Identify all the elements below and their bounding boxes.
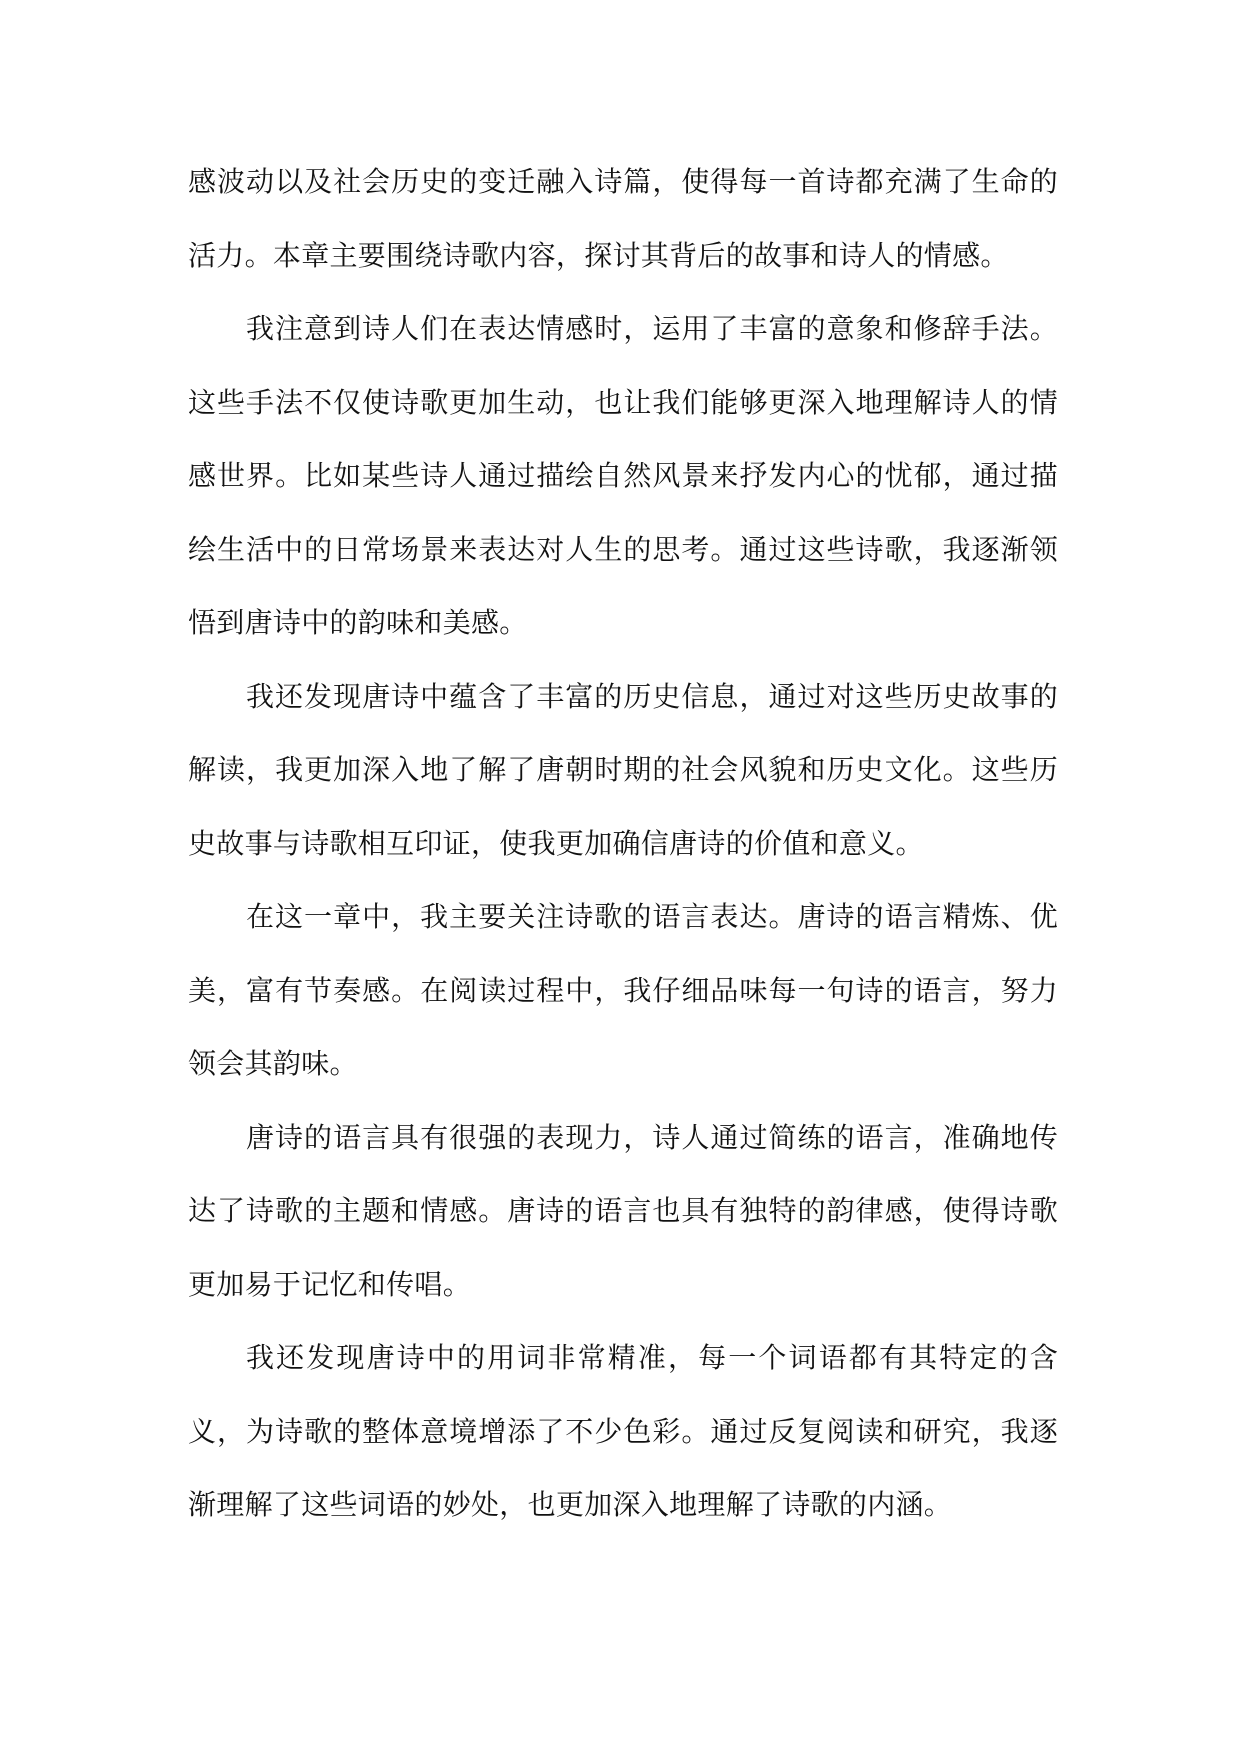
paragraph-imagery: 我注意到诗人们在表达情感时，运用了丰富的意象和修辞手法。这些手法不仅使诗歌更加生动，也让我们能够更深入地理解诗人的情感世界。比如某些诗人通过描绘自然风景来抒发内心的忧郁，通过描绘生活中的日常场景来表达对人生的思考。通过这些诗歌，我逐渐领悟到唐诗中的韵味和美感。 <box>188 312 1058 639</box>
paragraph-word-choice: 我还发现唐诗中的用词非常精准，每一个词语都有其特定的含义，为诗歌的整体意境增添了不少色彩。通过反复阅读和研究，我逐渐理解了这些词语的妙处，也更加深入地理解了诗歌的内涵。 <box>188 1341 1058 1521</box>
paragraph-history: 我还发现唐诗中蕴含了丰富的历史信息，通过对这些历史故事的解读，我更加深入地了解了唐朝时期的社会风貌和历史文化。这些历史故事与诗歌相互印证，使我更加确信唐诗的价值和意义。 <box>188 679 1058 860</box>
document-body <box>188 145 1058 1542</box>
paragraph-continued: 感波动以及社会历史的变迁融入诗篇，使得每一首诗都充满了生命的活力。本章主要围绕诗歌内容，探讨其背后的故事和诗人的情感。 <box>188 165 1058 272</box>
paragraph-expressiveness: 唐诗的语言具有很强的表现力，诗人通过简练的语言，准确地传达了诗歌的主题和情感。唐诗的语言也具有独特的韵律感，使得诗歌更加易于记忆和传唱。 <box>188 1120 1058 1301</box>
paragraph-language: 在这一章中，我主要关注诗歌的语言表达。唐诗的语言精炼、优美，富有节奏感。在阅读过程中，我仔细品味每一句诗的语言，努力领会其韵味。 <box>188 900 1058 1080</box>
